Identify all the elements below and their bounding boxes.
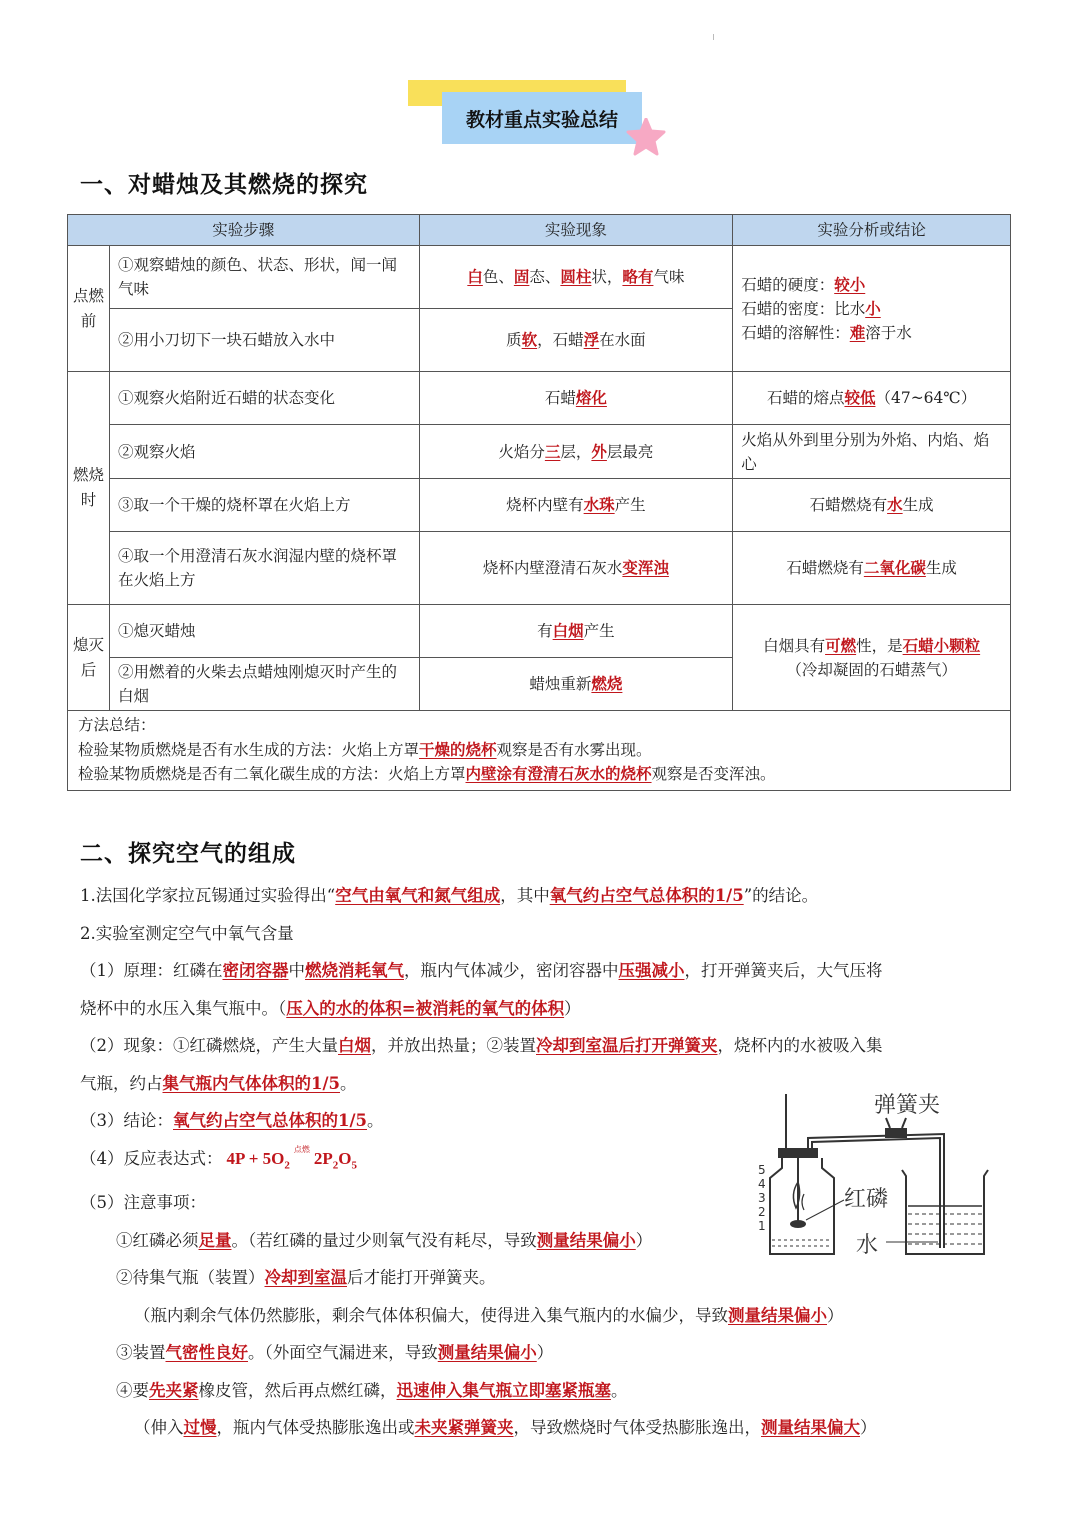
table-header-row bbox=[68, 215, 1011, 246]
paragraph: 1.法国化学家拉瓦锡通过实验得出“空气由氧气和氮气组成，其中氧气约占空气总体积的1/5”的结论。 bbox=[80, 886, 819, 905]
scale-mark: 3 bbox=[758, 1191, 766, 1205]
column-header: 实验步骤 bbox=[68, 215, 420, 246]
phenomenon-cell: 有白烟产生 bbox=[419, 605, 733, 658]
conclusion-cell: 火焰从外到里分别为外焰、内焰、焰心 bbox=[733, 425, 1011, 479]
scale-mark: 4 bbox=[758, 1177, 766, 1191]
table-row bbox=[68, 372, 1011, 425]
star-icon bbox=[626, 118, 666, 156]
banner-title: 教材重点实验总结 bbox=[442, 92, 642, 144]
summary-row bbox=[68, 711, 1011, 791]
paragraph: 气瓶，约占集气瓶内气体体积的1/5。 bbox=[80, 1073, 357, 1093]
method-summary: 方法总结： 检验某物质燃烧是否有水生成的方法：火焰上方罩干燥的烧杯观察是否有水雾出现。 检验某物质燃烧是否有二氧化碳生成的方法：火焰上方罩内壁涂有澄清石灰水的烧杯观察是否变浑浊。 bbox=[68, 711, 1011, 791]
phenomenon-cell: 蜡烛重新燃烧 bbox=[419, 658, 733, 711]
stage-label: 点燃前 bbox=[68, 246, 110, 372]
combustion-spoon bbox=[790, 1220, 806, 1228]
paragraph: （2）现象：①红磷燃烧，产生大量白烟，并放出热量；②装置冷却到室温后打开弹簧夹，烧杯内的水被吸入集 bbox=[80, 1036, 883, 1055]
label-clamp: 弹簧夹 bbox=[874, 1093, 941, 1118]
step-cell: ②观察火焰 bbox=[109, 425, 419, 479]
paragraph: （1）原理：红磷在密闭容器中燃烧消耗氧气，瓶内气体减少，密闭容器中压强减小，打开弹簧夹后，大气压将 bbox=[80, 961, 883, 980]
conclusion-cell: 白烟具有可燃性，是石蜡小颗粒 （冷却凝固的石蜡蒸气） bbox=[733, 605, 1011, 711]
step-cell: ①观察蜡烛的颜色、状态、形状，闻一闻气味 bbox=[109, 246, 419, 309]
table-row bbox=[68, 246, 1011, 309]
conclusion-cell: 石蜡燃烧有水生成 bbox=[733, 479, 1011, 532]
column-header: 实验分析或结论 bbox=[733, 215, 1011, 246]
phenomenon-cell: 白色、固态、圆柱状，略有气味 bbox=[419, 246, 733, 309]
table-row bbox=[68, 532, 1011, 605]
paragraph: （5）注意事项： bbox=[80, 1193, 206, 1213]
conclusion-cell: 石蜡的硬度：较小 石蜡的密度：比水小 石蜡的溶解性：难溶于水 bbox=[733, 246, 1011, 372]
scale-mark: 1 bbox=[758, 1219, 766, 1233]
reaction-formula: （4）反应表达式： $4P + 5O_2^{点燃}$ $2P_2O_5$ bbox=[80, 1144, 357, 1171]
column-header: 实验现象 bbox=[419, 215, 733, 246]
scale-mark: 2 bbox=[758, 1205, 766, 1219]
step-cell: ③取一个干燥的烧杯罩在火焰上方 bbox=[109, 479, 419, 532]
conclusion-cell: 石蜡燃烧有二氧化碳生成 bbox=[733, 532, 1011, 605]
paragraph: 烧杯中的水压入集气瓶中。（压入的水的体积=被消耗的氧气的体积） bbox=[80, 998, 581, 1018]
paragraph: 2.实验室测定空气中氧气含量 bbox=[80, 923, 294, 943]
stage-label: 熄灭后 bbox=[68, 605, 110, 711]
table-row bbox=[68, 605, 1011, 658]
note-item: ①红磷必须足量。（若红磷的量过少则氧气没有耗尽，导致测量结果偏小） bbox=[116, 1230, 653, 1250]
page-mark bbox=[713, 34, 714, 40]
table-row bbox=[68, 425, 1011, 479]
phenomenon-cell: 火焰分三层，外层最亮 bbox=[419, 425, 733, 479]
step-cell: ④取一个用澄清石灰水润湿内壁的烧杯罩在火焰上方 bbox=[109, 532, 419, 605]
note-item: ④要先夹紧橡皮管，然后再点燃红磷，迅速伸入集气瓶立即塞紧瓶塞。 bbox=[116, 1380, 628, 1400]
section2-title: 二、探究空气的组成 bbox=[80, 841, 296, 867]
stage-label: 燃烧时 bbox=[68, 372, 110, 605]
table-row bbox=[68, 479, 1011, 532]
note-item: ②待集气瓶（装置）冷却到室温后才能打开弹簧夹。 bbox=[116, 1268, 496, 1288]
step-cell: ①观察火焰附近石蜡的状态变化 bbox=[109, 372, 419, 425]
phenomenon-cell: 石蜡熔化 bbox=[419, 372, 733, 425]
paragraph: （3）结论：氧气约占空气总体积的1/5。 bbox=[80, 1111, 384, 1130]
conclusion-cell: 石蜡的熔点较低（47~64℃） bbox=[733, 372, 1011, 425]
apparatus-diagram bbox=[752, 1082, 1008, 1266]
step-cell: ②用燃着的火柴去点蜡烛刚熄灭时产生的白烟 bbox=[109, 658, 419, 711]
step-cell: ①熄灭蜡烛 bbox=[109, 605, 419, 658]
section1-title: 一、对蜡烛及其燃烧的探究 bbox=[80, 172, 368, 198]
phenomenon-cell: 烧杯内壁有水珠产生 bbox=[419, 479, 733, 532]
note-item: （伸入过慢，瓶内气体受热膨胀逸出或未夹紧弹簧夹，导致燃烧时气体受热膨胀逸出，测量结果偏大） bbox=[134, 1418, 877, 1438]
phenomenon-cell: 质软，石蜡浮在水面 bbox=[419, 309, 733, 372]
experiment-table bbox=[67, 214, 1011, 791]
note-item: （瓶内剩余气体仍然膨胀，剩余气体体积偏大，使得进入集气瓶内的水偏少，导致测量结果偏小） bbox=[134, 1305, 844, 1325]
title-banner bbox=[408, 80, 650, 155]
phenomenon-cell: 烧杯内壁澄清石灰水变浑浊 bbox=[419, 532, 733, 605]
label-phosphorus: 红磷 bbox=[844, 1187, 889, 1212]
step-cell: ②用小刀切下一块石蜡放入水中 bbox=[109, 309, 419, 372]
note-item: ③装置气密性良好。（外面空气漏进来，导致测量结果偏小） bbox=[116, 1343, 554, 1363]
scale-mark: 5 bbox=[758, 1163, 766, 1177]
label-water: 水 bbox=[856, 1233, 879, 1258]
stopper bbox=[778, 1148, 818, 1158]
spring-clamp bbox=[885, 1118, 907, 1138]
